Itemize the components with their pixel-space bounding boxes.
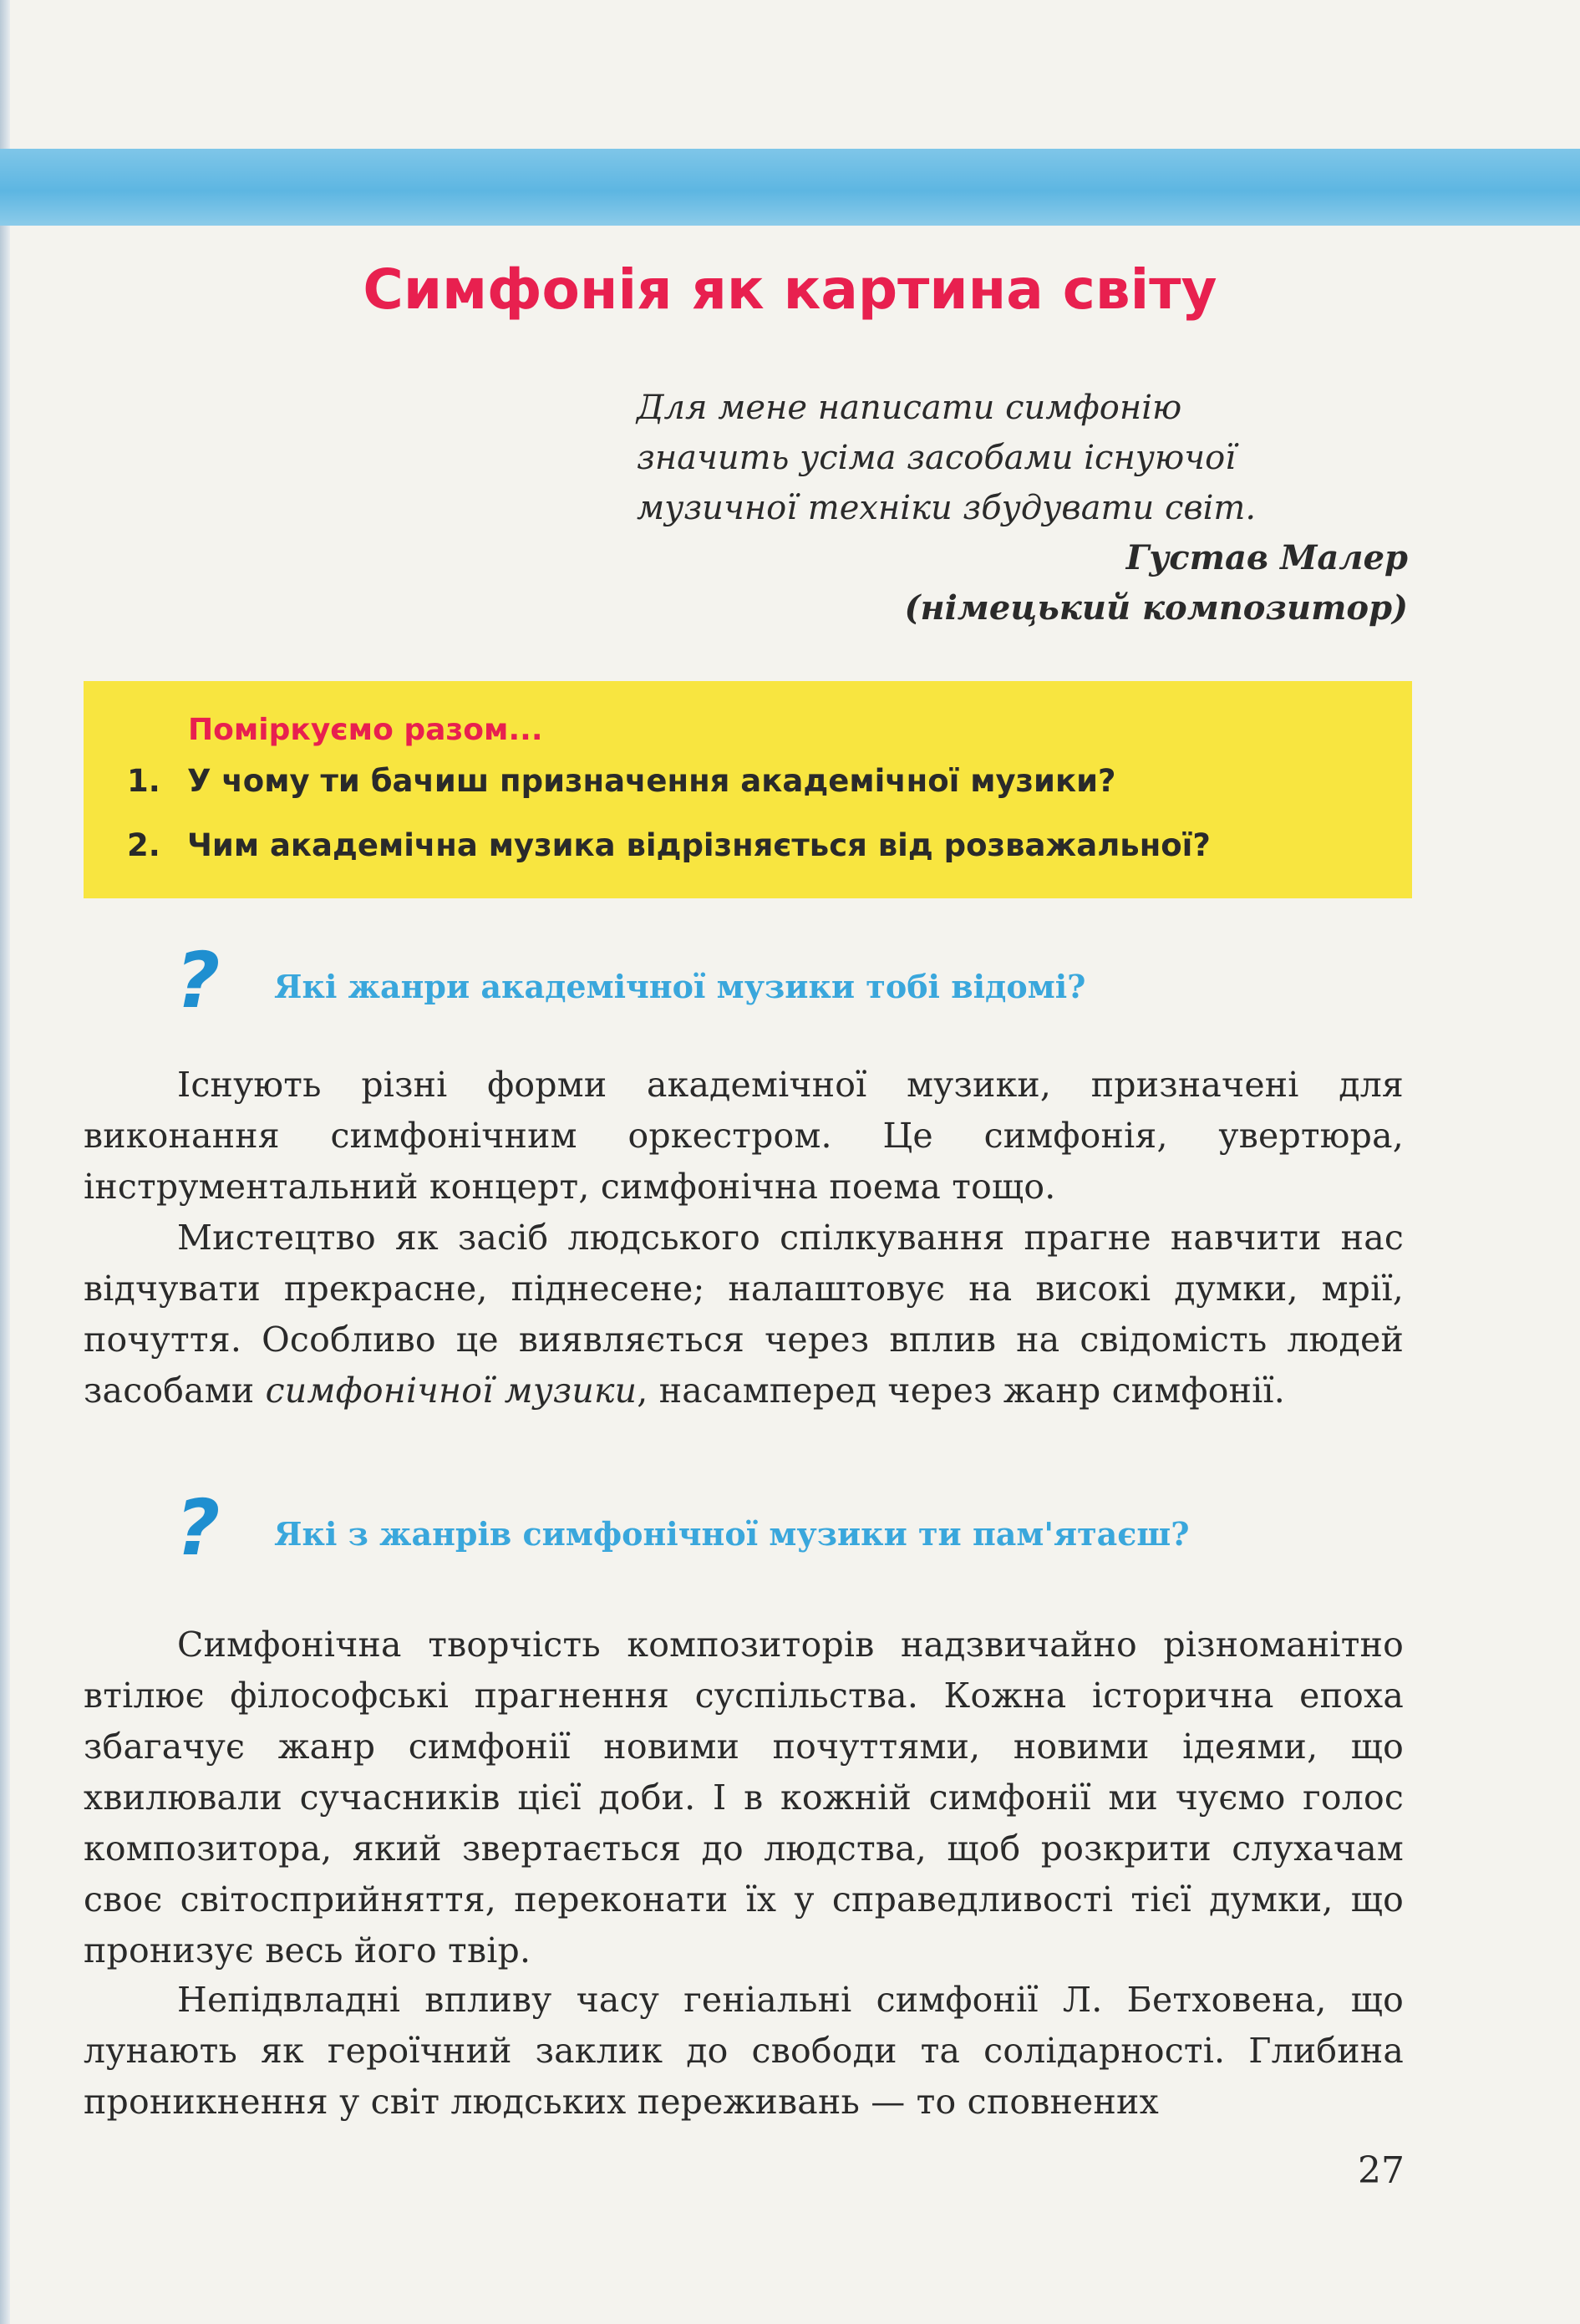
item-text: У чому ти бачиш призначення академічної музики? bbox=[187, 763, 1116, 799]
page-title: Симфонія як картина світу bbox=[363, 257, 1217, 322]
epigraph-line: Для мене написати симфонію bbox=[637, 389, 1182, 427]
paragraph bbox=[84, 1620, 1404, 1976]
paragraph-text: Існують різні форми академічної музики, призначені для виконання симфонічним оркестром. Це симфонія, увертюра, інструментальний концерт, симфонічна поема тощо. bbox=[84, 1065, 1404, 1207]
question-mark-icon: ? bbox=[175, 936, 221, 1025]
epigraph-line: музичної техніки збудувати світ. bbox=[637, 489, 1257, 527]
paragraph-text: Мистецтво як засіб людського спілкування прагне навчити нас відчувати прекрасне, піднесене; налаштовує на високі думки, мрії, почуття. Особливо це виявляється через вплив на свідомість людей засобами bbox=[84, 1218, 1404, 1411]
think-box-item bbox=[127, 827, 1211, 863]
question-text: Які жанри академічної музики тобі відомі? bbox=[274, 968, 1086, 1005]
paragraph-text: , насамперед через жанр симфонії. bbox=[637, 1370, 1285, 1411]
epigraph-line: значить усіма засобами існуючої bbox=[637, 439, 1236, 477]
paragraph-text: Симфонічна творчість композиторів надзвичайно різноманітно втілює філософські прагнення суспільства. Кожна історична епоха збагачує жанр симфонії новими почуттями, новими ідеями, що хвилювали сучасників цієї доби. І в кожній симфонії ми чуємо голос композитора, який звертається до людства, щоб розкрити слухачам своє світосприйняття, переконати їх у справедливості тієї думки, що пронизує весь його твір. bbox=[84, 1625, 1404, 1971]
question-text: Які з жанрів симфонічної музики ти пам'ятаєш? bbox=[274, 1515, 1190, 1553]
page-number: 27 bbox=[1358, 2149, 1405, 2192]
paragraph bbox=[84, 1975, 1404, 2128]
item-number: 2. bbox=[127, 827, 160, 863]
item-text: Чим академічна музика відрізняється від розважальної? bbox=[187, 827, 1211, 863]
emphasis-term: симфонічної музики bbox=[265, 1370, 638, 1411]
think-box-heading: Поміркуємо разом... bbox=[188, 713, 543, 747]
paragraph-text: Непідвладні впливу часу геніальні симфонії Л. Бетховена, що лунають як героїчний заклик до свободи та солідарності. Глибина проникнення у світ людських переживань — то сповнених bbox=[84, 1980, 1404, 2122]
think-box-item bbox=[127, 763, 1115, 799]
epigraph bbox=[585, 383, 1408, 633]
epigraph-author: Густав Малер bbox=[1125, 538, 1408, 577]
think-together-box bbox=[84, 681, 1412, 898]
epigraph-author-role: (німецький композитор) bbox=[904, 588, 1408, 628]
page-edge bbox=[0, 0, 10, 2324]
item-number: 1. bbox=[127, 763, 160, 799]
question-mark-icon: ? bbox=[175, 1483, 221, 1573]
header-band bbox=[0, 149, 1580, 226]
paragraph bbox=[84, 1060, 1404, 1213]
paragraph bbox=[84, 1213, 1404, 1416]
